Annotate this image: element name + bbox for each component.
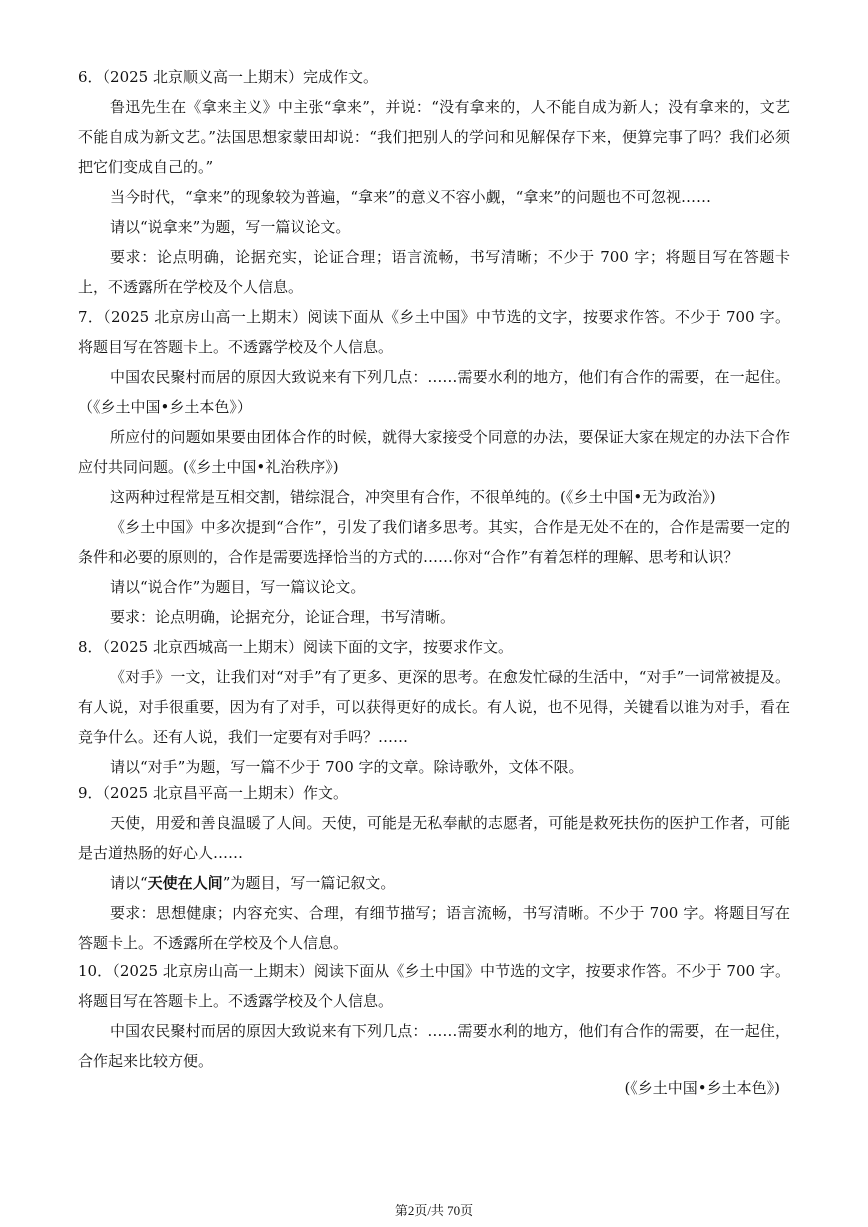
prompt-text: ”为题目，写一篇记叙文。 (222, 874, 396, 892)
question-7-quote: 这两种过程常是互相交割，错综混合，冲突里有合作，不很单纯的。(《乡土中国•无为政治》) (110, 488, 716, 506)
question-9-paragraph: 天使，用爱和善良温暖了人间。天使，可能是无私奉献的志愿者，可能是救死扶伤的医护工作者，可能是古道热肠的好心人…… (78, 814, 790, 862)
question-10-quote: 中国农民聚村而居的原因大致说来有下列几点：……需要水利的地方，他们有合作的需要，在一起住，合作起来比较方便。 (78, 1022, 790, 1070)
question-7-heading: 7．（2025 北京房山高一上期末）阅读下面从《乡土中国》中节选的文字，按要求作答。不少于 700 字。将题目写在答题卡上。不透露学校及个人信息。 (78, 308, 790, 356)
question-9-heading: 9．（2025 北京昌平高一上期末）作文。 (78, 784, 348, 802)
question-6 (78, 62, 790, 302)
question-6-requirements: 要求：论点明确，论据充实，论证合理；语言流畅，书写清晰；不少于 700 字；将题目写在答题卡上，不透露所在学校及个人信息。 (78, 248, 790, 296)
question-7-requirements: 要求：论点明确，论据充分，论证合理，书写清晰。 (110, 608, 456, 626)
page-number: 第2页/共 70页 (394, 1203, 474, 1218)
question-10 (78, 956, 790, 1076)
question-9-requirements: 要求：思想健康；内容充实、合理，有细节描写；语言流畅，书写清晰。不少于 700 字。将题目写在答题卡上。不透露所在学校及个人信息。 (78, 904, 790, 952)
question-6-paragraph: 当今时代，“拿来”的现象较为普遍，“拿来”的意义不容小觑，“拿来”的问题也不可忽视…… (110, 188, 712, 206)
question-7 (78, 302, 790, 632)
question-6-paragraph: 鲁迅先生在《拿来主义》中主张“拿来”，并说：“没有拿来的，人不能自成为新人；没有拿来的，文艺不能自成为新文艺。”法国思想家蒙田却说：“我们把别人的学问和见解保存下来，便算完事了吗？我们必须把它们变成自己的。” (78, 98, 790, 176)
question-9-prompt (78, 868, 790, 898)
question-10-heading: 10．（2025 北京房山高一上期末）阅读下面从《乡土中国》中节选的文字，按要求作答。不少于 700 字。将题目写在答题卡上。不透露学校及个人信息。 (78, 962, 790, 1010)
question-7-quote: 中国农民聚村而居的原因大致说来有下列几点：……需要水利的地方，他们有合作的需要，在一起住。（《乡土中国•乡土本色》） (78, 368, 790, 416)
question-10-source: (《乡土中国•乡土本色》) (624, 1079, 780, 1097)
question-8 (78, 632, 790, 782)
question-7-paragraph: 《乡土中国》中多次提到“合作”，引发了我们诸多思考。其实，合作是无处不在的，合作是需要一定的条件和必要的原则的，合作是需要选择恰当的方式的……你对“合作”有着怎样的理解、思考和认识？ (78, 518, 790, 566)
question-7-prompt: 请以“说合作”为题目，写一篇议论文。 (110, 578, 366, 596)
question-7-quote: 所应付的问题如果要由团体合作的时候，就得大家接受个同意的办法，要保证大家在规定的办法下合作应付共同问题。(《乡土中国•礼治秩序》) (78, 428, 790, 476)
essay-title: 天使在人间 (147, 874, 223, 892)
prompt-text: 请以“ (110, 874, 148, 892)
question-8-heading: 8．（2025 北京西城高一上期末）阅读下面的文字，按要求作文。 (78, 638, 513, 656)
question-8-prompt: 请以“对手”为题，写一篇不少于 700 字的文章。除诗歌外，文体不限。 (110, 758, 584, 776)
question-8-paragraph: 《对手》一文，让我们对“对手”有了更多、更深的思考。在愈发忙碌的生活中，“对手”一词常被提及。有人说，对手很重要，因为有了对手，可以获得更好的成长。有人说，也不见得，关键看以谁为对手，看在竞争什么。还有人说，我们一定要有对手吗？…… (78, 668, 790, 746)
question-9 (78, 778, 790, 958)
question-6-heading: 6．（2025 北京顺义高一上期末）完成作文。 (78, 68, 378, 86)
question-6-prompt: 请以“说拿来”为题，写一篇议论文。 (110, 218, 351, 236)
